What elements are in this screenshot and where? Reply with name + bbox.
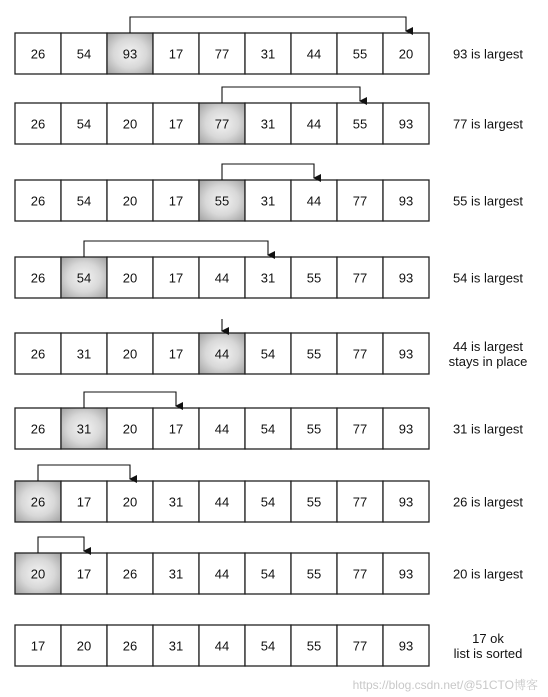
row-label: 55 is largest [452, 193, 524, 209]
sort-row [15, 537, 523, 594]
cell-value: 31 [260, 116, 276, 132]
cell-value: 55 [306, 270, 322, 286]
cell-value: 54 [76, 270, 92, 286]
row-label: 26 is largest [452, 494, 524, 510]
cell-value: 77 [214, 116, 230, 132]
cell-value: 55 [306, 638, 322, 654]
cell-value: 20 [122, 116, 138, 132]
watermark-text: https://blog.csdn.net/@51CTO博客 [352, 678, 538, 692]
cell-value: 44 [214, 494, 230, 510]
cell-value: 26 [30, 193, 46, 209]
cell-value: 17 [168, 116, 184, 132]
row-label: list is sorted [453, 646, 523, 661]
cell-value: 26 [30, 116, 46, 132]
cell-value: 54 [260, 494, 276, 510]
cell-value: 44 [306, 193, 322, 209]
cell-value: 17 [168, 346, 184, 362]
cell-value: 44 [214, 638, 230, 654]
cell-value: 31 [168, 638, 184, 654]
cell-value: 54 [260, 346, 276, 362]
cell-value: 26 [30, 270, 46, 286]
cell-value: 17 [168, 421, 184, 437]
cell-value: 20 [122, 494, 138, 510]
cell-value: 55 [306, 346, 322, 362]
cell-value: 26 [30, 494, 46, 510]
row-label: 77 is largest [452, 116, 524, 132]
cell-value: 17 [76, 494, 92, 510]
cell-value: 20 [398, 46, 414, 62]
cell-value: 77 [214, 46, 230, 62]
cell-value: 77 [352, 421, 368, 437]
cell-value: 26 [30, 46, 46, 62]
cell-value: 55 [306, 494, 322, 510]
cell-value: 93 [398, 494, 414, 510]
cell-value: 26 [122, 638, 138, 654]
cell-value: 44 [306, 46, 322, 62]
sort-row [15, 87, 523, 144]
row-label: 20 is largest [452, 566, 524, 582]
swap-arrow [222, 164, 314, 180]
swap-arrow [84, 241, 268, 257]
sort-row [15, 241, 523, 298]
cell-value: 93 [398, 346, 414, 362]
cell-value: 31 [76, 346, 92, 362]
sort-row [15, 465, 523, 522]
swap-arrow [222, 87, 360, 103]
cell-value: 54 [76, 193, 92, 209]
cell-value: 77 [352, 270, 368, 286]
cell-value: 93 [398, 421, 414, 437]
cell-value: 77 [352, 346, 368, 362]
cell-value: 31 [260, 270, 276, 286]
sort-row [15, 392, 523, 449]
cell-value: 93 [398, 566, 414, 582]
cell-value: 17 [168, 193, 184, 209]
cell-value: 44 [306, 116, 322, 132]
cell-value: 93 [122, 46, 138, 62]
cell-value: 77 [352, 193, 368, 209]
cell-value: 44 [214, 566, 230, 582]
cell-value: 93 [398, 193, 414, 209]
cell-value: 20 [122, 270, 138, 286]
cell-value: 17 [168, 270, 184, 286]
cell-value: 77 [352, 566, 368, 582]
sort-row [15, 164, 523, 221]
cell-value: 54 [260, 566, 276, 582]
row-label: 54 is largest [452, 270, 524, 286]
swap-arrow [38, 465, 130, 481]
cell-value: 55 [214, 193, 230, 209]
cell-value: 93 [398, 270, 414, 286]
cell-value: 77 [352, 494, 368, 510]
cell-value: 55 [306, 566, 322, 582]
cell-value: 77 [352, 638, 368, 654]
row-label: 93 is largest [452, 46, 524, 62]
sort-row [15, 625, 522, 666]
cell-value: 93 [398, 116, 414, 132]
row-label: 17 ok [472, 631, 504, 646]
cell-value: 54 [76, 46, 92, 62]
cell-value: 55 [306, 421, 322, 437]
cell-value: 31 [168, 494, 184, 510]
cell-value: 44 [214, 270, 230, 286]
sort-row [15, 319, 527, 374]
cell-value: 55 [352, 46, 368, 62]
cell-value: 26 [122, 566, 138, 582]
cell-value: 31 [260, 193, 276, 209]
row-label: 31 is largest [452, 421, 524, 437]
cell-value: 26 [30, 346, 46, 362]
cell-value: 20 [122, 193, 138, 209]
cell-value: 31 [76, 421, 92, 437]
row-label: stays in place [448, 354, 528, 369]
cell-value: 44 [214, 421, 230, 437]
cell-value: 20 [30, 566, 46, 582]
cell-value: 17 [30, 638, 46, 654]
cell-value: 93 [398, 638, 414, 654]
row-label: 44 is largest [452, 339, 524, 354]
cell-value: 20 [76, 638, 92, 654]
cell-value: 26 [30, 421, 46, 437]
swap-arrow [38, 537, 84, 553]
swap-arrow [130, 17, 406, 33]
cell-value: 31 [168, 566, 184, 582]
cell-value: 44 [214, 346, 230, 362]
cell-value: 54 [76, 116, 92, 132]
cell-value: 20 [122, 421, 138, 437]
cell-value: 31 [260, 46, 276, 62]
swap-arrow [84, 392, 176, 408]
cell-value: 20 [122, 346, 138, 362]
cell-value: 54 [260, 638, 276, 654]
cell-value: 17 [168, 46, 184, 62]
cell-value: 54 [260, 421, 276, 437]
sort-row [15, 17, 523, 74]
cell-value: 55 [352, 116, 368, 132]
cell-value: 17 [76, 566, 92, 582]
